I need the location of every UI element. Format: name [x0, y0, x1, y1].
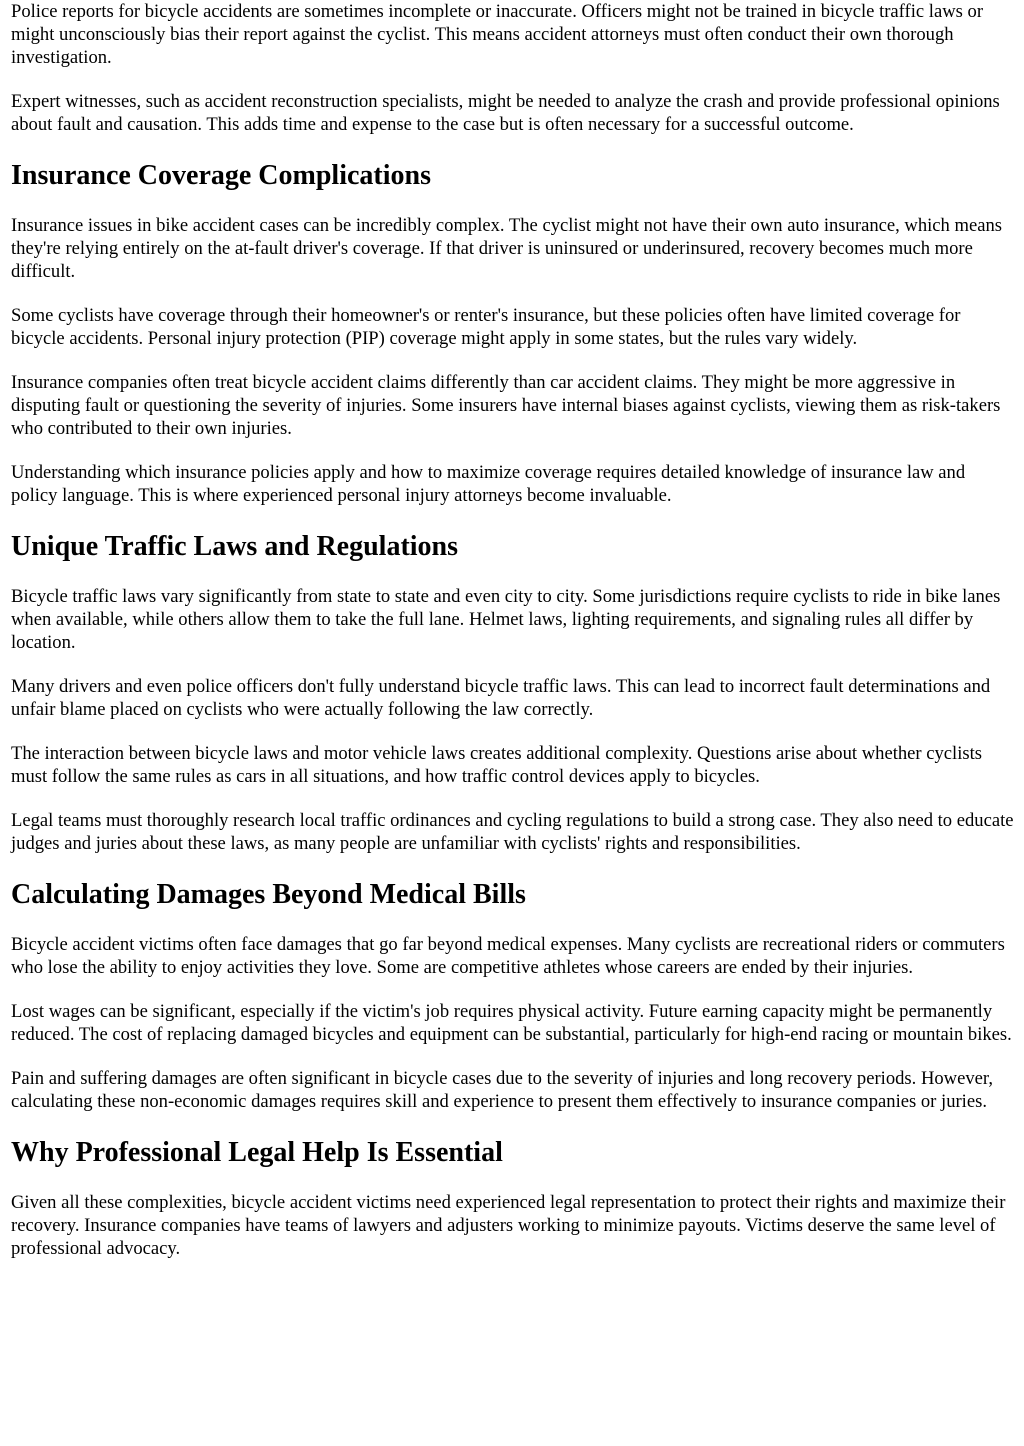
- paragraph: Legal teams must thoroughly research local traffic ordinances and cycling regulations to build a strong case. They also need to educate judges and juries about these laws, as many people are unfamiliar with cyclists' rights and responsibilities.: [11, 810, 1014, 854]
- paragraph: Insurance companies often treat bicycle accident claims differently than car accident claims. They might be more aggressive in disputing fault or questioning the severity of injuries. Some insurers have internal biases against cyclists, viewing them as risk-takers who contributed to their own injuries.: [11, 372, 1001, 439]
- paragraph: Lost wages can be significant, especially if the victim's job requires physical activity. Future earning capacity might be permanently reduced. The cost of replacing damaged bicycles and equipment can be substantial, particularly for high-end racing or mountain bikes.: [11, 1001, 1012, 1045]
- paragraph: The interaction between bicycle laws and motor vehicle laws creates additional complexity. Questions arise about whether cyclists must follow the same rules as cars in all situations, and how traffic control devices apply to bicycles.: [11, 743, 983, 787]
- section-heading-traffic-laws: Unique Traffic Laws and Regulations: [11, 531, 459, 562]
- paragraph: Many drivers and even police officers don't fully understand bicycle traffic laws. This can lead to incorrect fault determinations and unfair blame placed on cyclists who were actually following the law correctly.: [11, 676, 991, 720]
- section-heading-insurance: Insurance Coverage Complications: [11, 160, 431, 191]
- paragraph: Given all these complexities, bicycle accident victims need experienced legal representation to protect their rights and maximize their recovery. Insurance companies have teams of lawyers and adjusters working to minimize payouts. Victims deserve the same level of professional advocacy.: [11, 1192, 1006, 1259]
- paragraph: Bicycle traffic laws vary significantly from state to state and even city to city. Some jurisdictions require cyclists to ride in bike lanes when available, while others allow them to take the full lane. Helmet laws, lighting requirements, and signaling rules all differ by location.: [11, 586, 1001, 653]
- intro-paragraph-2: Expert witnesses, such as accident reconstruction specialists, might be needed to analyze the crash and provide professional opinions about fault and causation. This adds time and expense to the case but is often necessary for a successful outcome.: [11, 91, 1000, 135]
- section-heading-legal-help: Why Professional Legal Help Is Essential: [11, 1137, 503, 1168]
- section-heading-damages: Calculating Damages Beyond Medical Bills: [11, 879, 526, 910]
- paragraph: Understanding which insurance policies apply and how to maximize coverage requires detailed knowledge of insurance law and policy language. This is where experienced personal injury attorneys become invaluable.: [11, 462, 966, 506]
- paragraph: Pain and suffering damages are often significant in bicycle cases due to the severity of injuries and long recovery periods. However, calculating these non-economic damages requires skill and experience to present them effectively to insurance companies or juries.: [11, 1068, 993, 1112]
- paragraph: Insurance issues in bike accident cases can be incredibly complex. The cyclist might not have their own auto insurance, which means they're relying entirely on the at-fault driver's coverage. If that driver is uninsured or underinsured, recovery becomes much more difficult.: [11, 215, 1003, 282]
- intro-paragraph-1: Police reports for bicycle accidents are sometimes incomplete or inaccurate. Officers might not be trained in bicycle traffic laws or might unconsciously bias their report against the cyclist. This means accident attorneys must often conduct their own thorough investigation.: [11, 1, 984, 68]
- paragraph: Some cyclists have coverage through their homeowner's or renter's insurance, but these policies often have limited coverage for bicycle accidents. Personal injury protection (PIP) coverage might apply in some states, but the rules vary widely.: [11, 305, 961, 349]
- paragraph: Bicycle accident victims often face damages that go far beyond medical expenses. Many cyclists are recreational riders or commuters who lose the ability to enjoy activities they love. Some are competitive athletes whose careers are ended by their injuries.: [11, 934, 1005, 978]
